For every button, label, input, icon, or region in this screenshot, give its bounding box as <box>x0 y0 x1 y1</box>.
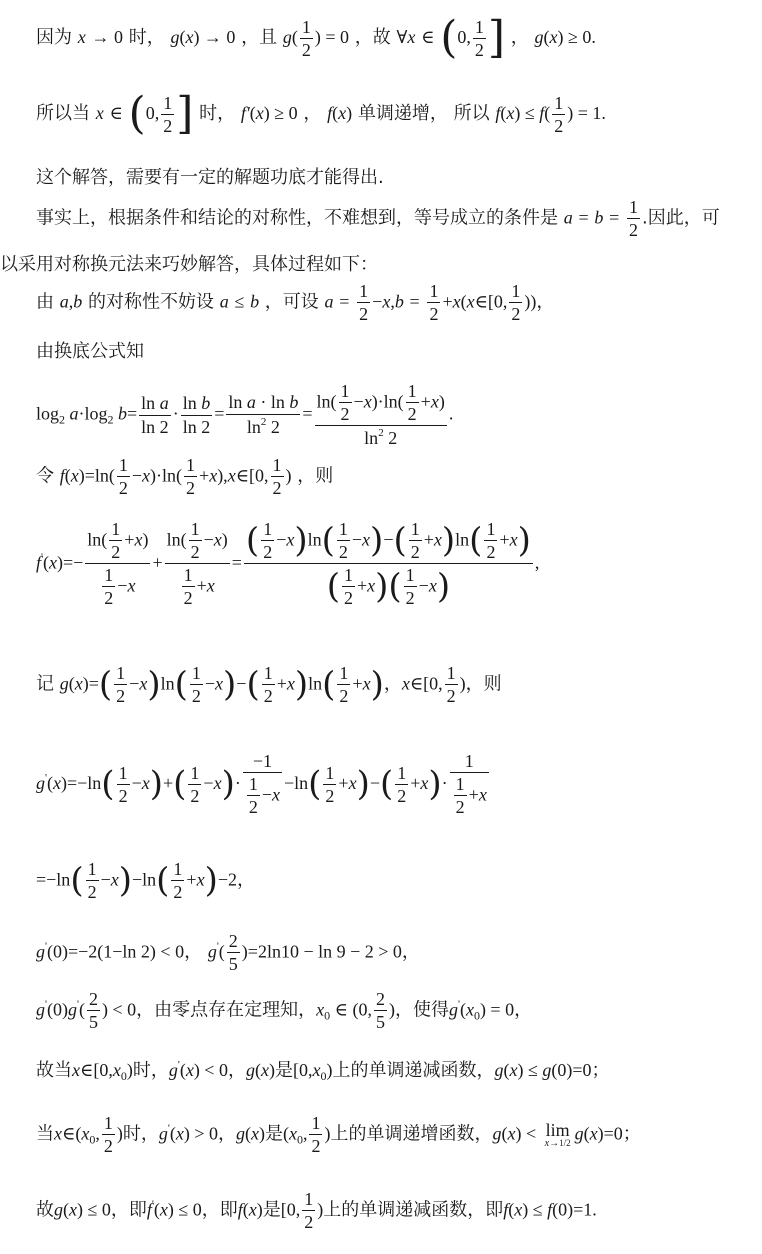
text-l4-b: .因此，可 <box>641 207 720 229</box>
text-l11-b: ，则 <box>465 673 502 695</box>
text-l9-a: 令 <box>36 465 54 487</box>
text-l17-c: ， <box>217 1123 236 1145</box>
text-l16-b: 时， <box>132 1060 169 1081</box>
text-l1-a: 因为 <box>36 27 72 48</box>
line-18: 故g(x) ≤ 0，即f'(x) ≤ 0，即f(x)是[0, $\frac{1}{2}$ )上的单调递减函数，即f(x) ≤ f(0)=1. <box>36 1189 597 1232</box>
line-14: g'(0)=−2(1−ln 2) < 0， g'( $\frac{2}{5}$ )=2ln10 − ln 9 − 2 > 0， <box>36 931 420 974</box>
text-l18-d: 是 <box>262 1199 281 1221</box>
text-l4-a: 事实上，根据条件和结论的对称性，不难想到，等号成立的条件是 <box>36 207 558 229</box>
text-l6-a: 由 <box>36 291 54 313</box>
line-8-log-formula: $\log_2 a\cdot\log_2$ b= $\frac{\text{ln a}}{\ln 2}$ · $\frac{\text{ln b}}{\ln 2}$ = $\frac{\text{ln a · ln b}}{\ln^2 2}$ = ln( $\frac{1}{2}$ −x)·ln( $\frac{1}{2}$ +x) $\ln^2 2$ . <box>36 381 454 448</box>
line-5: 以采用对称换元法来巧妙解答，具体过程如下： <box>0 254 378 275</box>
text-l6-b: 的对称性不妨设 <box>87 291 214 313</box>
text-l17-e: 上的单调递增函数， <box>330 1123 493 1145</box>
text-l2-e: 所以 <box>453 103 490 124</box>
text-l15-b: ，使得 <box>394 999 449 1021</box>
line-13: =−ln( $\frac{1}{2}$ −x)−ln( $\frac{1}{2}$ +x)−2， <box>36 859 255 902</box>
text-l2-a: 所以当 <box>36 103 90 124</box>
line-3: 这个解答，需要有一定的解题功底才能得出. <box>36 167 384 188</box>
text-l16-a: 故当 <box>36 1060 72 1081</box>
text-l16-e: 上的单调递减函数， <box>332 1060 495 1081</box>
line-4: 事实上，根据条件和结论的对称性，不难想到，等号成立的条件是 a = b = $\frac{1}{2}$ .因此，可 <box>36 197 720 240</box>
text-l17-b: 时， <box>122 1123 159 1145</box>
math-l1-2: g <box>170 27 180 47</box>
line-2: 所以当 x ∈ (0, $\frac{1}{2}$ ] 时， f′(x) ≥ 0 ， f(x) 单调递增， 所以 f(x) ≤ f( $\frac{1}{2}$ ) = 1. <box>36 88 606 139</box>
text-l6-c: ，可设 <box>264 291 319 313</box>
text-l2-d: 单调递增， <box>357 103 448 124</box>
text-l9-b: ，则 <box>297 465 334 487</box>
line-15: g'(0)g'( $\frac{2}{5}$ ) < 0，由零点存在定理知，$x_0$ ∈ (0, $\frac{2}{5}$ )，使得$g'(x_0) = 0$， <box>36 989 533 1032</box>
line-17: 当$x\in(x_0$, $\frac{1}{2}$ )时，g'(x) > 0，g(x)是($x_0$, $\frac{1}{2}$ )上的单调递增函数，g(x) < lim x→1/2 g(x)=0； <box>36 1113 641 1156</box>
text-l17-a: 当 <box>36 1123 54 1145</box>
text-l1-c: ，且 <box>241 27 278 48</box>
line-1: 因为 x → 0 时， g(x) → 0 ，且 g( $\frac{1}{2}$ ) = 0 ，故 ∀x ∈ (0, $\frac{1}{2}$ ] ， g(x) ≥ 0. <box>36 12 596 63</box>
text-l2-b: 时， <box>199 103 236 124</box>
line-11: 记 g(x)=( $\frac{1}{2}$ −x)ln( $\frac{1}{2}$ −x)−( $\frac{1}{2}$ +x)ln( $\frac{1}{2}$ +x)，x∈[0, $\frac{1}{2}$ )，则 <box>36 663 502 706</box>
math-l1-1: x <box>77 27 86 47</box>
text-l1-b: 时， <box>128 27 165 48</box>
text-l2-c: ， <box>303 103 322 124</box>
text-l18-e: 上的单调递减函数，即 <box>323 1199 504 1221</box>
text-l18-a: 故 <box>36 1199 54 1221</box>
line-7: 由换底公式知 <box>36 341 144 362</box>
text-l16-c: ， <box>227 1060 246 1081</box>
line-6: 由 a,b 的对称性不妨设 a ≤ b ，可设 a = $\frac{1}{2}$ −x,b = $\frac{1}{2}$ +x(x∈[0, $\frac{1}{2}$ ))， <box>36 281 555 324</box>
line-12-derivative-g: g'(x)=−ln( $\frac{1}{2}$ −x)+( $\frac{1}{2}$ −x)· −1 $\frac{1}{2}$ −x −ln( $\frac{1}{2}$ +x)−( $\frac{1}{2}$ +x)· 1 $\frac{1}{2}$ +x <box>36 751 487 817</box>
text-l18-b: ，即 <box>110 1199 147 1221</box>
text-l1-d: ，故 <box>354 27 391 48</box>
math-l1-3: g <box>282 27 292 47</box>
line-10-derivative-f: f'(x)=− ln( $\frac{1}{2}$ +x) $\frac{1}{2}$ −x + ln( $\frac{1}{2}$ −x) $\frac{1}{2}$ +x = ( $\frac{1}{2}$ −x)ln( $\frac{1}{2}$ −x)−( $\frac{1}{2}$ +x)ln( $\frac{1}{2}$ +x) ( $\frac{1}{2}$ +x)( $\frac{1}{2}$ −x) , <box>36 519 540 608</box>
line-16: 故当$x\in[0,x_0)$时，g'(x) < 0，g(x)是$[0,x_0)$上的单调递减函数，g(x) ≤ g(0)=0； <box>36 1059 610 1083</box>
text-l15-a: ，由零点存在定理知， <box>136 999 317 1021</box>
text-l16-d: 是 <box>274 1060 293 1081</box>
text-l18-c: ，即 <box>201 1199 238 1221</box>
text-l1-e: ， <box>510 27 529 48</box>
text-l17-d: 是 <box>264 1123 283 1145</box>
text-l11-a: 记 <box>36 673 54 695</box>
line-9: 令 f(x)=ln( $\frac{1}{2}$ −x)·ln( $\frac{1}{2}$ +x),x∈[0, $\frac{1}{2}$ ) ，则 <box>36 455 334 498</box>
